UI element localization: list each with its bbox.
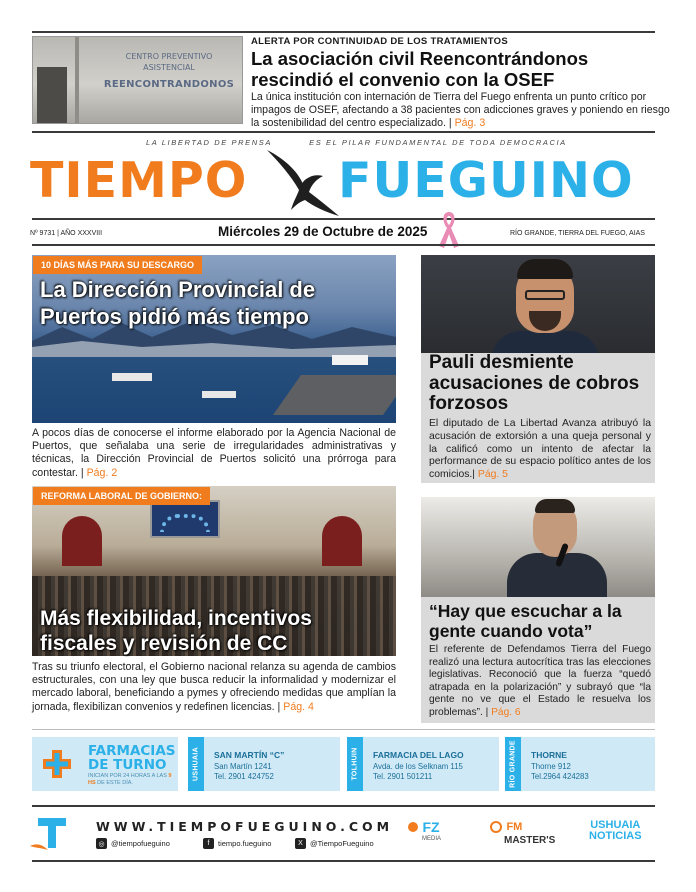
top-story-kicker: ALERTA POR CONTINUIDAD DE LOS TRATAMIENTOS (251, 36, 508, 47)
top-story-body (251, 91, 671, 129)
photo-ship-3 (332, 355, 368, 365)
reform-story-headline[interactable]: Más flexibilidad, incentivos fiscales y revisión de CC (40, 607, 312, 655)
reform-story-page-link[interactable]: Pág. 4 (283, 700, 314, 713)
escuchar-story-body (429, 644, 651, 720)
pharmacy-title-line2: DE TURNO (88, 757, 167, 773)
pharmacy-title (88, 744, 176, 772)
lead-story-page-link[interactable]: Pág. 2 (86, 466, 118, 479)
pharmacy-title-line1: FARMACIAS (88, 743, 176, 759)
issue-date: Miércoles 29 de Octubre de 2025 (218, 224, 428, 239)
top-story-page-link[interactable]: Pág. 3 (454, 116, 486, 129)
pharmacy-card-ushuaia[interactable] (188, 737, 340, 791)
issue-number: Nº 9731 | AÑO XXXVIII (30, 230, 103, 237)
pharmacy-name: FARMACIA DEL LAGO (373, 750, 464, 760)
top-story-photo[interactable] (32, 36, 243, 124)
albatross-icon (263, 140, 343, 220)
lead-story-kicker: 10 DÍAS MÁS PARA SU DESCARGO (33, 256, 202, 274)
lead-story-headline[interactable]: La Dirección Provincial de Puertos pidió más tiempo (40, 277, 316, 329)
fm-radio-icon (490, 821, 502, 833)
escuchar-story-photo[interactable] (421, 497, 655, 597)
fm-sub: MASTER'S (504, 835, 556, 846)
photo-pier (273, 375, 396, 415)
footer-bottom-rule (32, 860, 655, 862)
pharmacy-logo-box (32, 737, 178, 791)
photo-sign-line2: ASISTENCIAL (143, 63, 195, 72)
x-icon: X (295, 838, 306, 849)
tiempo-fueguino-logo-icon[interactable] (30, 816, 70, 856)
pharmacy-subtitle-post: DE ESTE DÍA. (95, 780, 133, 786)
photo-person-body (491, 331, 599, 353)
reform-story-kicker: REFORMA LABORAL DE GOBIERNO: (33, 487, 210, 505)
top-story-headline[interactable]: La asociación civil Reencontrándonos rescindió el convenio con la OSEF (251, 48, 589, 90)
fz-dot-icon (408, 822, 418, 832)
photo-person-hair (517, 259, 573, 279)
footer-instagram[interactable] (96, 838, 170, 849)
slogan-left: LA LIBERTAD DE PRENSA (146, 138, 272, 147)
pharmacy-subtitle (88, 773, 174, 787)
masthead-slogan (146, 138, 567, 147)
facebook-icon: f (203, 838, 214, 849)
footer-x[interactable] (295, 838, 374, 849)
fz-label: FZ (422, 818, 440, 835)
pauli-story-page-link[interactable]: Pág. 5 (477, 469, 508, 481)
pauli-story-headline[interactable]: Pauli desmiente acusaciones de cobros forzosos (429, 352, 640, 414)
lead-story-body-text: A pocos días de conocerse el informe elaborado por la Agencia Nacional de Puertos, que señalaba una serie de irregularidades administrativas y técnicas, la Dirección Provincial de Puertos solicitó una prórroga para contestar. | (32, 427, 396, 479)
footer-website-link[interactable]: WWW.TIEMPOFUEGUINO.COM (96, 819, 394, 834)
ushuaia-noticias-logo[interactable] (589, 820, 642, 842)
pharmacy-address-block (373, 762, 463, 782)
masthead-mid-rule (32, 218, 655, 220)
footer-facebook[interactable] (203, 838, 271, 849)
photo-sign-line3: REENCONTRANDONOS (103, 79, 235, 90)
pharmacy-subtitle-pre: INICIAN POR 24 HORAS A LAS (88, 773, 169, 779)
pharmacy-city-tab (505, 737, 521, 791)
pharmacy-phone: Tel. 2901 501211 (373, 772, 433, 781)
photo-door (37, 67, 67, 124)
escuchar-story-page-link[interactable]: Pág. 6 (491, 706, 521, 718)
fz-media-logo[interactable] (408, 818, 441, 842)
escuchar-story-headline[interactable]: “Hay que escuchar a la gente cuando vota” (429, 601, 622, 641)
pharmacy-top-rule (32, 729, 655, 730)
photo-arch-right (322, 516, 362, 566)
ush-line2: NOTICIAS (589, 830, 642, 842)
pharmacy-card-rio-grande[interactable] (505, 737, 655, 791)
pharmacy-city: USHUAIA (192, 747, 200, 781)
photo-sign (99, 51, 239, 90)
pharmacy-subtitle-time: 9 HS (88, 773, 172, 786)
ush-line1: USHUAIA (590, 819, 641, 831)
photo-person-glasses (525, 290, 565, 300)
slogan-right: ES EL PILAR FUNDAMENTAL DE TODA DEMOCRACIA (309, 138, 567, 147)
fm-masters-logo[interactable] (490, 818, 555, 846)
pharmacy-city-tab (347, 737, 363, 791)
photo-pipe (75, 37, 79, 124)
brand-right[interactable]: FUEGUINO (338, 152, 634, 209)
photo-arch-left (62, 516, 102, 566)
top-rule (32, 31, 655, 33)
pharmacy-address-block (531, 762, 589, 782)
pharmacy-address: Avda. de los Selknam 115 (373, 762, 463, 771)
pharmacy-city: RÍO GRANDE (509, 740, 517, 788)
escuchar-story-body-text: El referente de Defendamos Tierra del Fuego realizó una lectura autocrítica tras las elecciones legislativas. Reconoció que la fuerza “quedó atrapada en la polarización” y subrayó que “la gente no ve que el Estado le resuelva los problemas”. | (429, 644, 651, 718)
top-story-body-text: La única institución con internación de Tierra del Fuego enfrenta un punto crítico por impagos de OSEF, afectando a 38 pacientes con adicciones graves y poniendo en riesgo la sostenibilidad del centro especializado. | (251, 91, 670, 129)
pharmacy-name: THORNE (531, 750, 567, 760)
reform-story-body (32, 661, 396, 714)
pharmacy-phone: Tel.2964 424283 (531, 772, 589, 781)
pharmacy-card-tolhuin[interactable] (347, 737, 499, 791)
photo-ship-1 (112, 373, 152, 381)
masthead-top-rule (32, 131, 655, 133)
footer-top-rule (32, 805, 655, 807)
instagram-handle: @tiempofueguino (111, 839, 170, 848)
instagram-icon: ◎ (96, 838, 107, 849)
x-handle: @TiempoFueguino (310, 839, 374, 848)
pauli-story-body-text: El diputado de La Libertad Avanza atribuyó la acusación de extorsión a una queja personal y la calificó como un intento de afectar la performance de su espacio político antes de los comicios.| (429, 418, 651, 481)
photo-sign-line1: CENTRO PREVENTIVO (125, 52, 213, 61)
pharmacy-name: SAN MARTÍN “C” (214, 750, 285, 760)
fm-label: FM (506, 820, 523, 833)
pharmacy-address: San Martín 1241 (214, 762, 272, 771)
lead-story-body (32, 427, 396, 480)
reform-story-body-text: Tras su triunfo electoral, el Gobierno nacional relanza su agenda de cambios estructurales, con una ley que busca reducir la informalidad y modernizar el mercado laboral, beneficiando a pymes y ofreciendo medidas que amplían la jornada, flexibilizan convenios y redefinen licencias. | (32, 661, 396, 713)
pharmacy-city-tab (188, 737, 204, 791)
photo-vote-screen (150, 500, 220, 538)
fz-sub: MEDIA (422, 836, 442, 842)
issue-location: RÍO GRANDE, TIERRA DEL FUEGO, AIAS (510, 230, 645, 237)
pauli-story-body (429, 418, 651, 482)
pharmacy-city: TOLHUIN (351, 747, 359, 781)
brand-left[interactable]: TIEMPO (30, 152, 248, 209)
facebook-handle: tiempo.fueguino (218, 839, 272, 848)
photo-ship-2 (202, 391, 236, 398)
pharmacy-phone: Tel. 2901 424752 (214, 772, 274, 781)
pauli-story-photo[interactable] (421, 255, 655, 353)
photo-person-hair (535, 499, 575, 513)
pharmacy-address: Thorne 912 (531, 762, 571, 771)
masthead-bottom-rule (32, 244, 655, 246)
pharmacy-cross-icon (42, 749, 72, 779)
pharmacy-address-block (214, 762, 274, 782)
